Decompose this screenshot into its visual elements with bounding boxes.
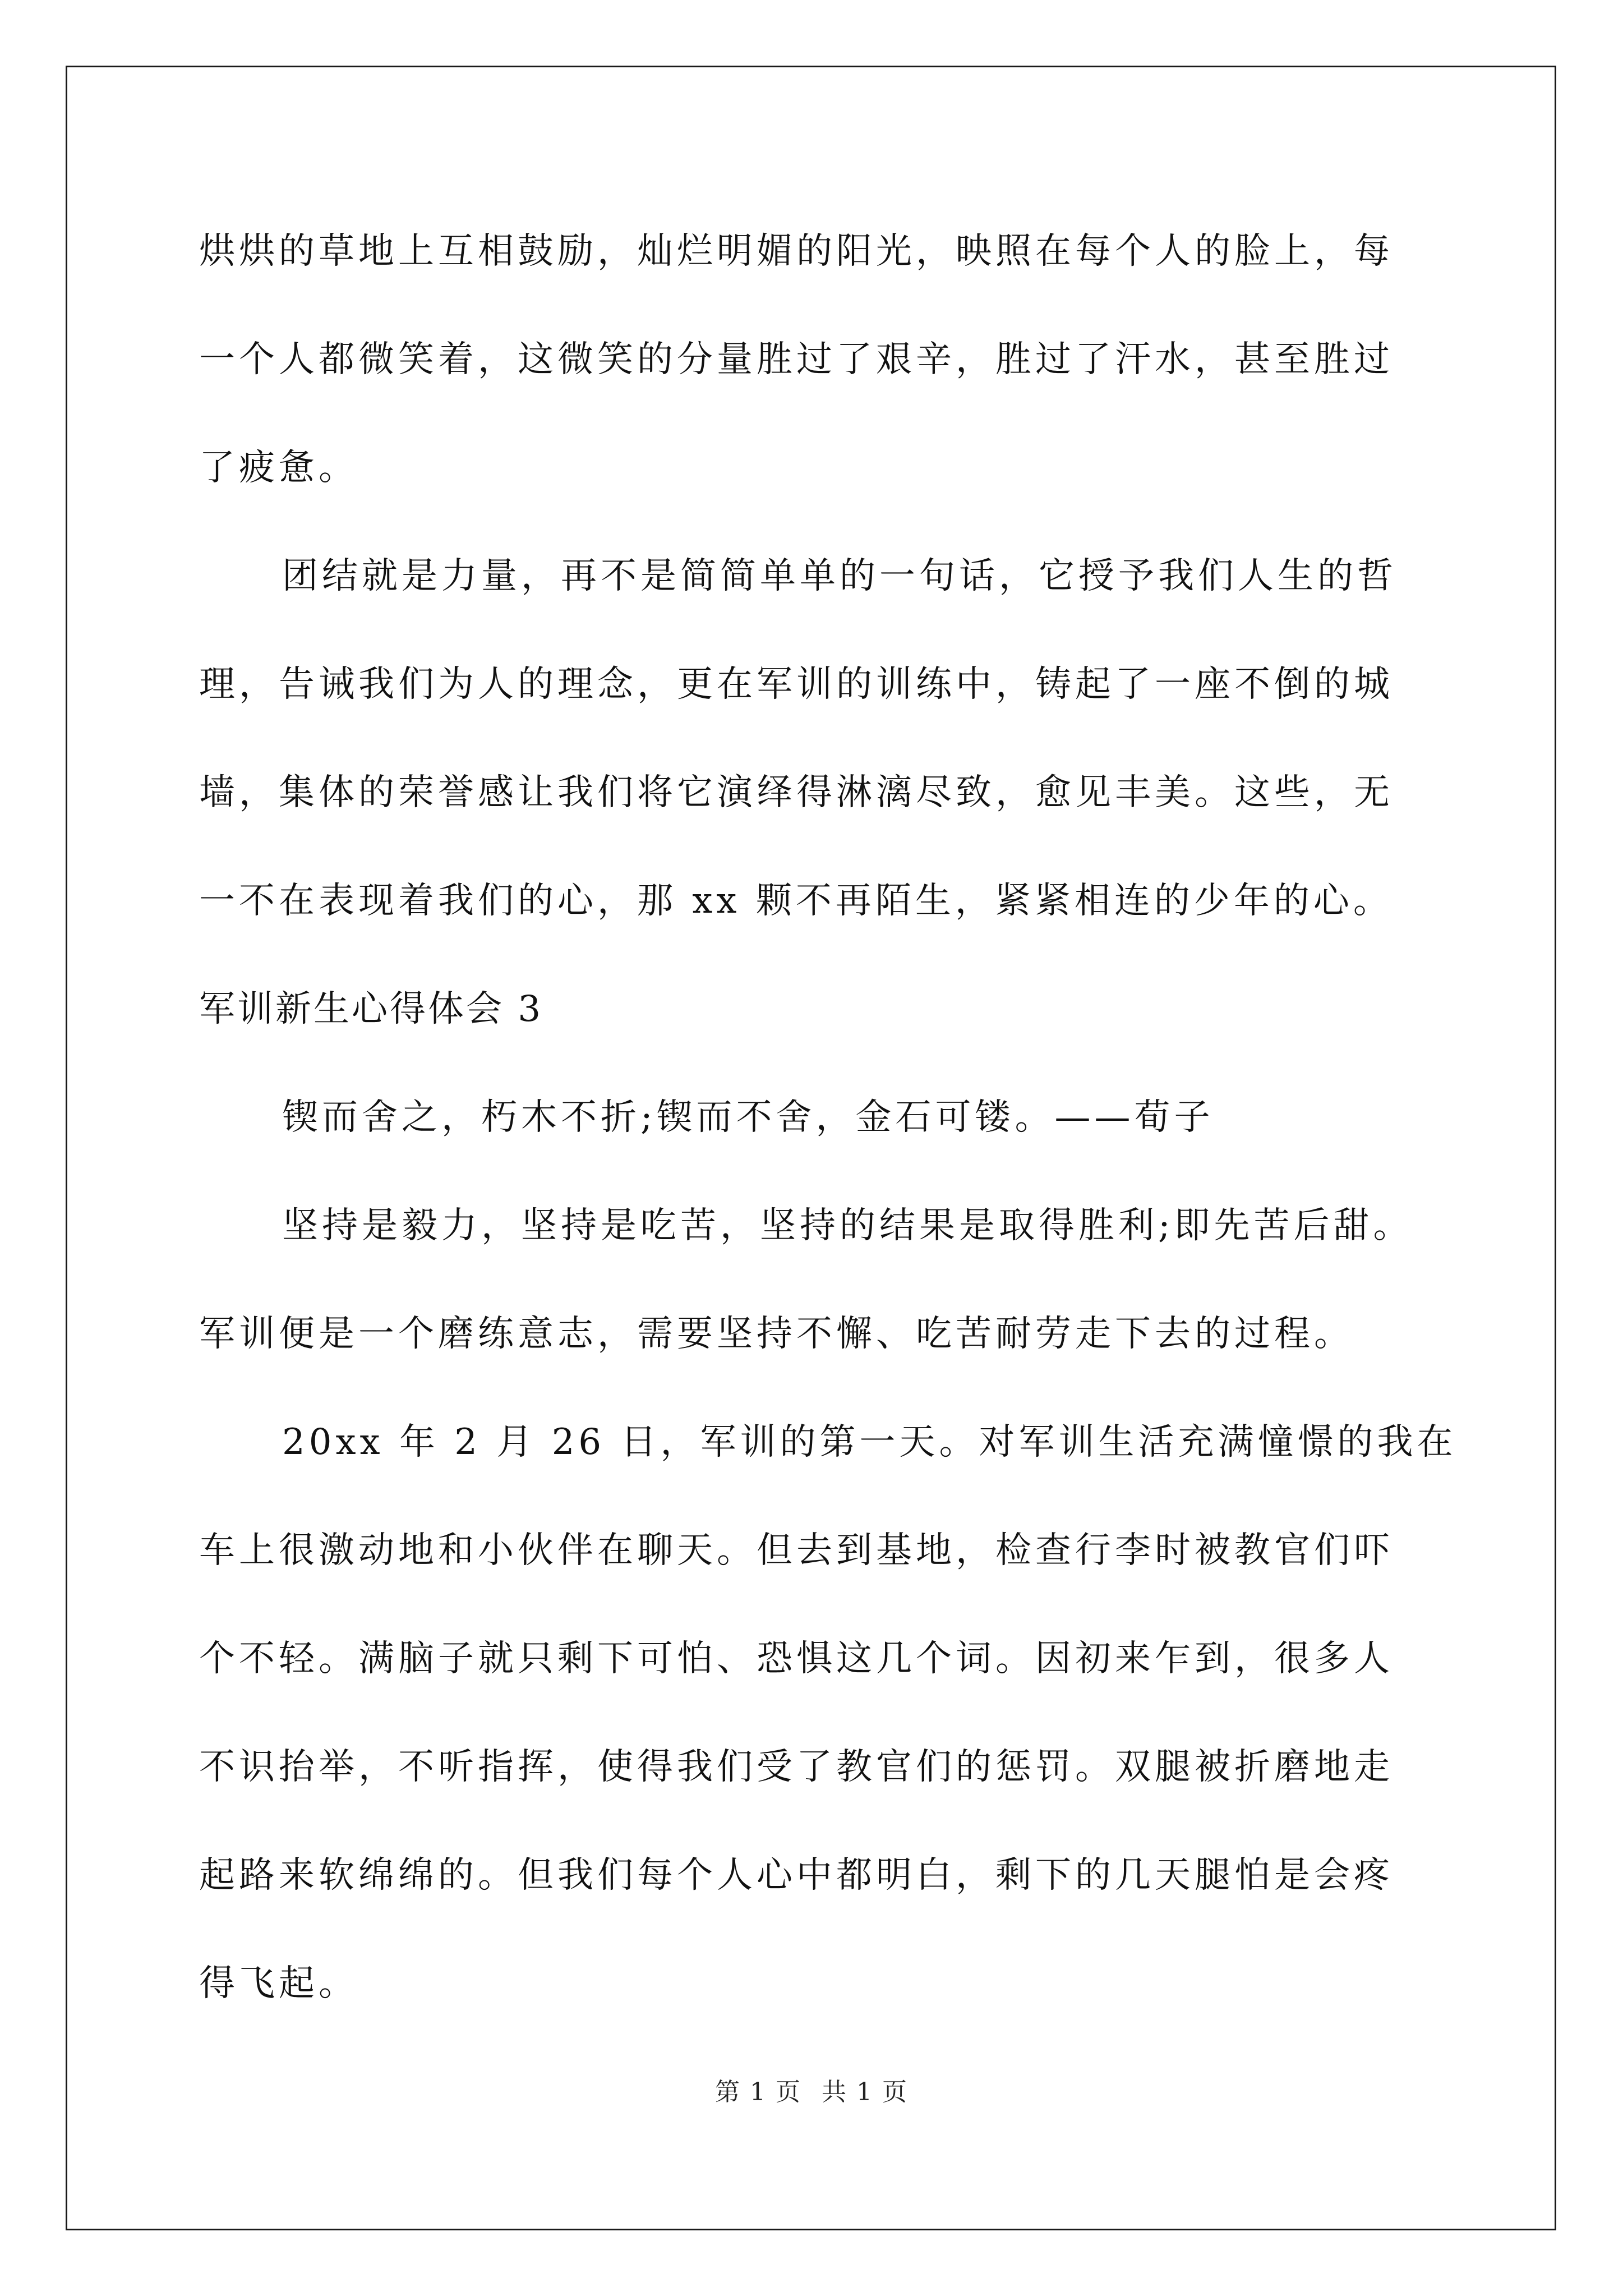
text-line-2: 一个人都微笑着，这微笑的分量胜过了艰辛，胜过了汗水，甚至胜过 — [199, 339, 1394, 380]
text-line-11: 军训便是一个磨练意志，需要坚持不懈、吃苦耐劳走下去的过程。 — [199, 1313, 1354, 1355]
text-line-5: 理，告诫我们为人的理念，更在军训的训练中，铸起了一座不倒的城 — [199, 664, 1394, 705]
page-number-total: 共 1 页 — [822, 2078, 908, 2106]
text-line-17: 得飞起。 — [199, 1963, 358, 2004]
text-line-12: 20xx 年 2 月 26 日，军训的第一天。对军训生活充满憧憬的我在 — [282, 1421, 1457, 1463]
section-heading: 军训新生心得体会 3 — [199, 988, 543, 1030]
page-number-current: 第 1 页 — [715, 2078, 801, 2106]
text-line-9: 锲而舍之，朽木不折;锲而不舍，金石可镂。——荀子 — [282, 1097, 1214, 1138]
text-line-13: 车上很激动地和小伙伴在聊天。但去到基地，检查行李时被教官们吓 — [199, 1530, 1394, 1571]
text-line-4: 团结就是力量，再不是简简单单的一句话，它授予我们人生的哲 — [282, 555, 1397, 597]
text-line-1: 烘烘的草地上互相鼓励，灿烂明媚的阳光，映照在每个人的脸上，每 — [199, 231, 1394, 272]
text-line-7: 一不在表现着我们的心，那 xx 颗不再陌生，紧紧相连的少年的心。 — [199, 880, 1393, 922]
text-line-15: 不识抬举，不听指挥，使得我们受了教官们的惩罚。双腿被折磨地走 — [199, 1746, 1394, 1788]
text-line-14: 个不轻。满脑子就只剩下可怕、恐惧这几个词。因初来乍到，很多人 — [199, 1638, 1394, 1680]
text-line-6: 墙，集体的荣誉感让我们将它演绎得淋漓尽致，愈见丰美。这些，无 — [199, 772, 1394, 813]
text-line-16: 起路来软绵绵的。但我们每个人心中都明白，剩下的几天腿怕是会疼 — [199, 1855, 1394, 1896]
text-line-10: 坚持是毅力，坚持是吃苦，坚持的结果是取得胜利;即先苦后甜。 — [282, 1205, 1413, 1246]
text-line-3: 了疲惫。 — [199, 447, 358, 489]
page-footer — [0, 2076, 1623, 2109]
